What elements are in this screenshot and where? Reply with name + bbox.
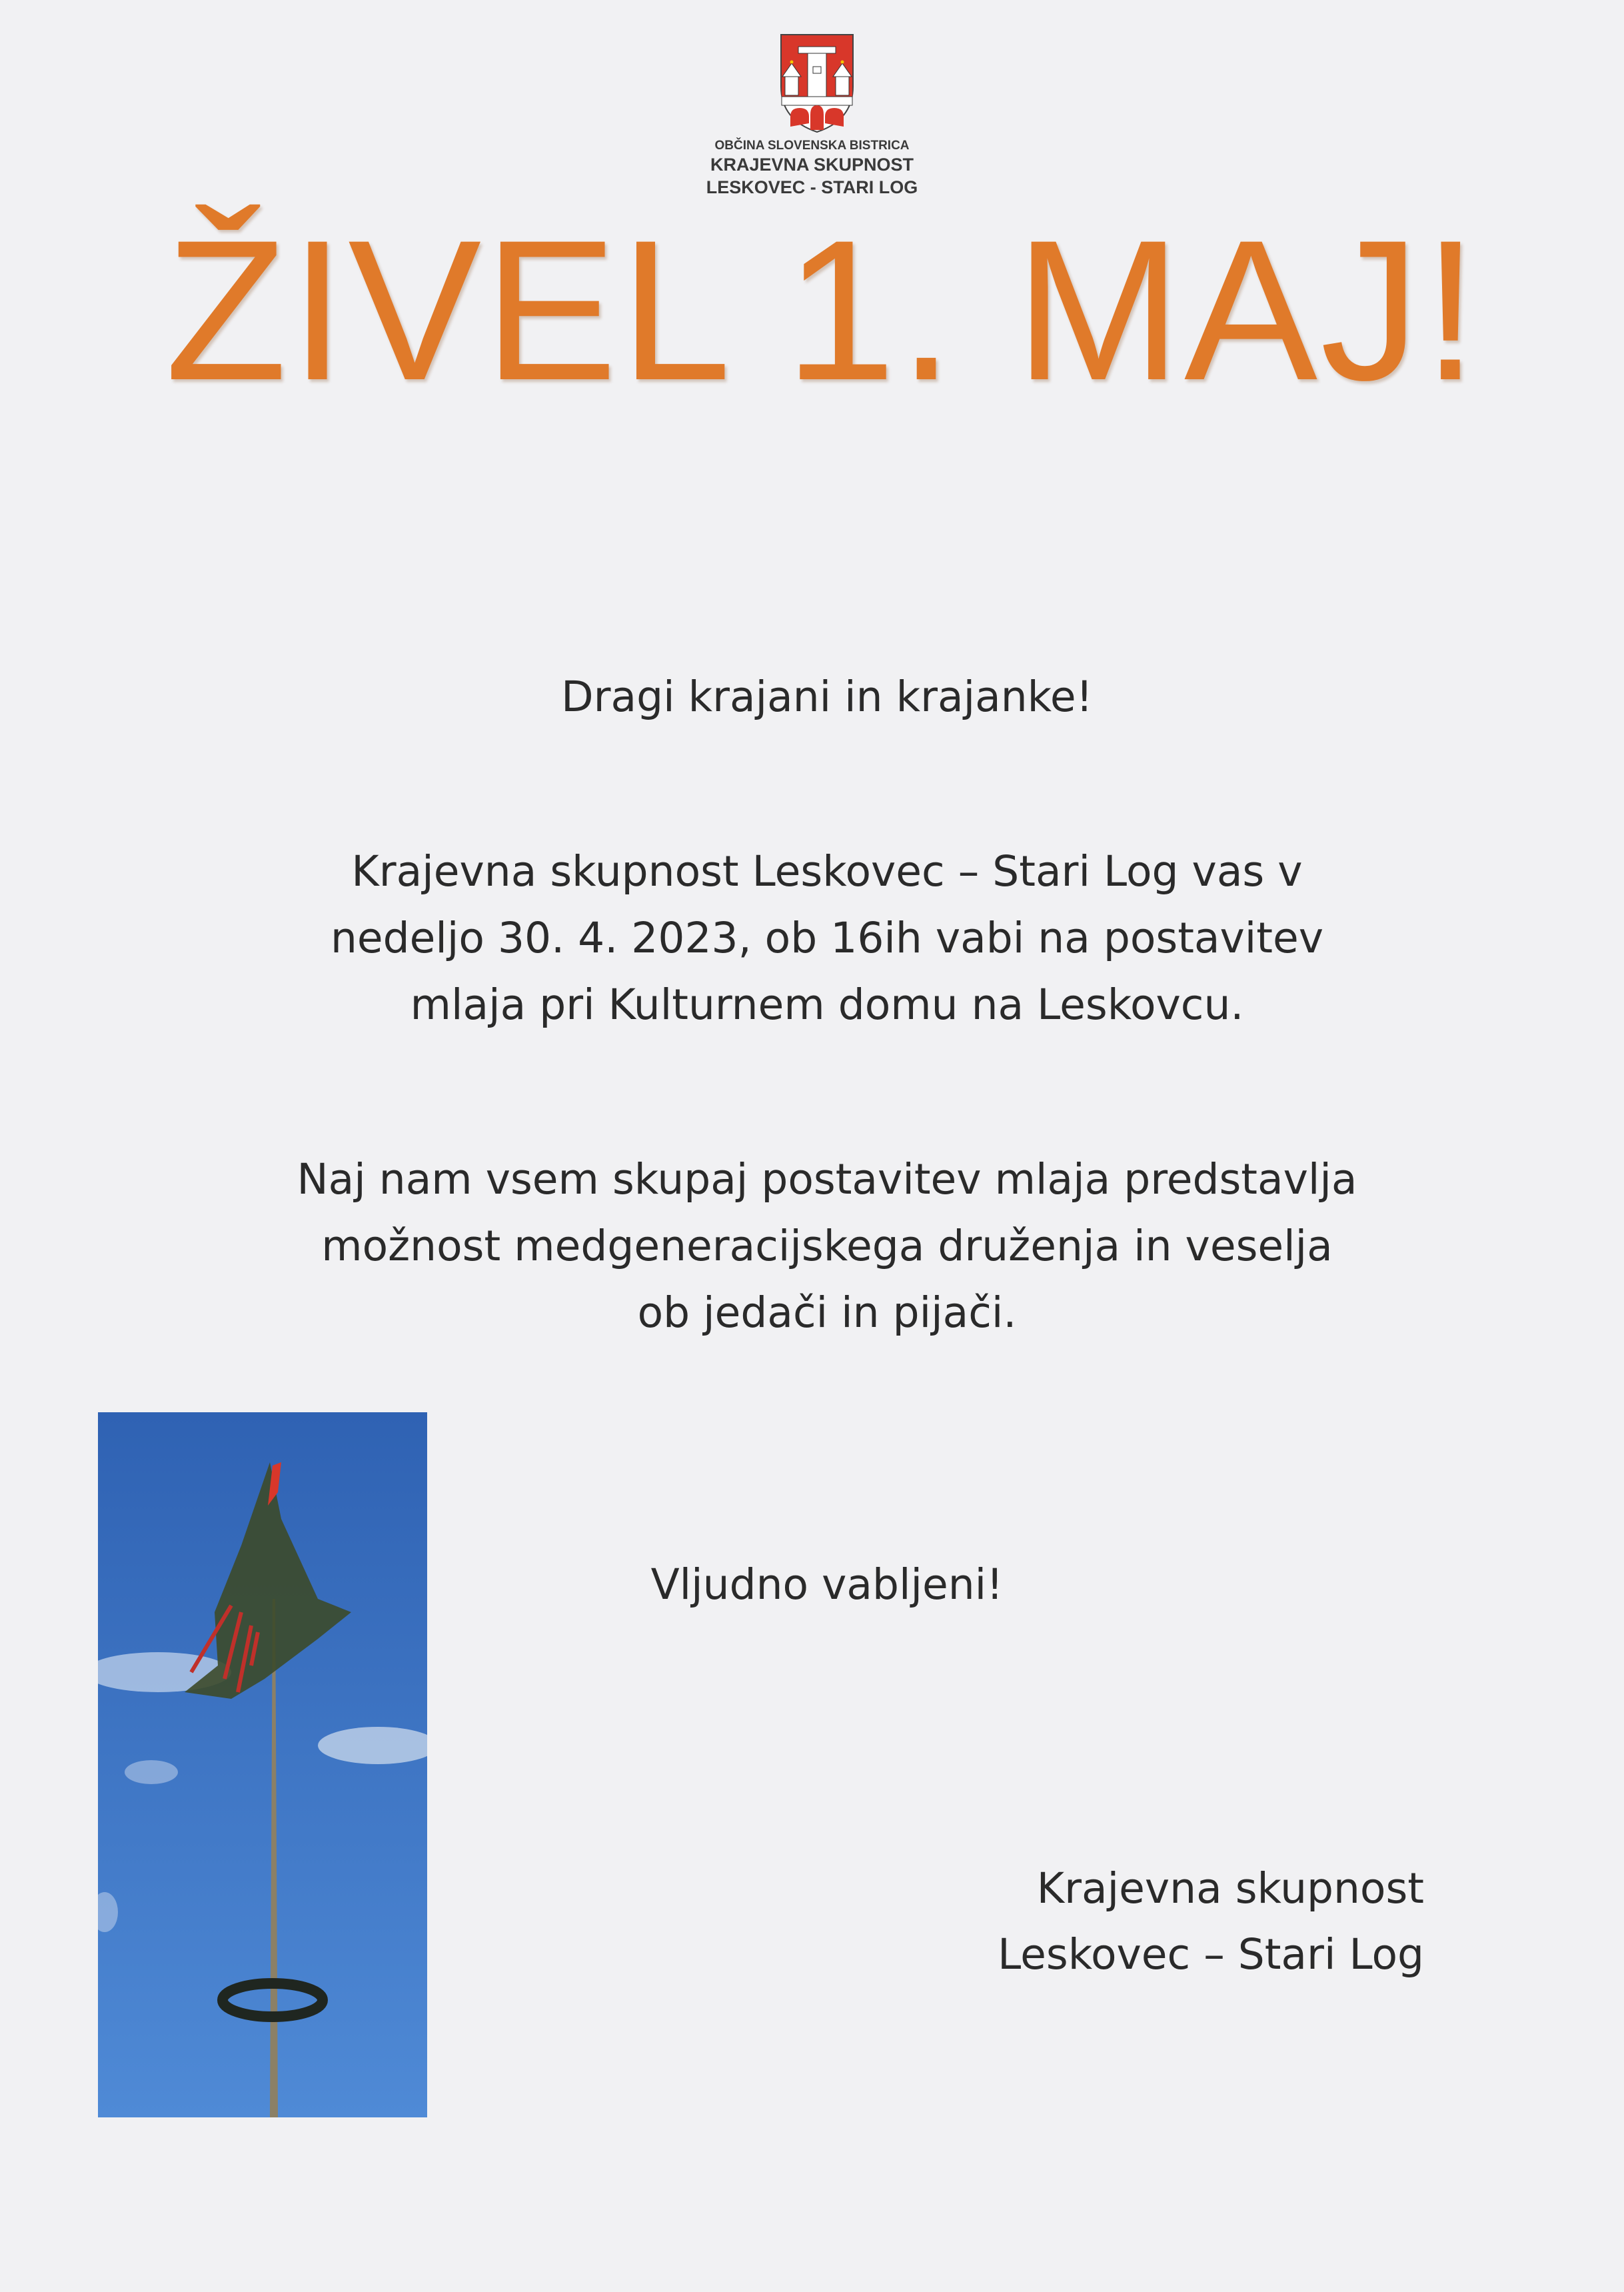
organization-name: KRAJEVNA SKUPNOST [710, 155, 914, 175]
organization-location: LESKOVEC - STARI LOG [706, 177, 918, 197]
text-line: nedeljo 30. 4. 2023, ob 16ih vabi na postavitev [330, 914, 1324, 962]
signature [998, 1855, 1424, 1987]
purpose-paragraph [0, 1146, 1624, 1346]
text-line: možnost medgeneracijskega druženja in veselja [321, 1222, 1333, 1270]
signature-line: Krajevna skupnost [1036, 1864, 1424, 1913]
coat-of-arms-logo [777, 33, 857, 133]
text-line: Naj nam vsem skupaj postavitev mlaja predstavlja [297, 1155, 1357, 1204]
signature-line: Leskovec – Stari Log [998, 1930, 1424, 1979]
greeting: Dragi krajani in krajanke! [561, 672, 1093, 721]
maypole-photo [98, 1412, 427, 2117]
page-title: ŽIVEL 1. MAJ! [165, 198, 1481, 422]
event-details-paragraph [0, 838, 1624, 1038]
text-line: Krajevna skupnost Leskovec – Stari Log vas v [351, 847, 1303, 896]
municipality-name: OBČINA SLOVENSKA BISTRICA [714, 139, 910, 153]
text-line: mlaja pri Kulturnem domu na Leskovcu. [410, 980, 1244, 1029]
text-line: ob jedači in pijači. [637, 1288, 1017, 1337]
invitation-text: Vljudno vabljeni! [650, 1560, 1004, 1609]
